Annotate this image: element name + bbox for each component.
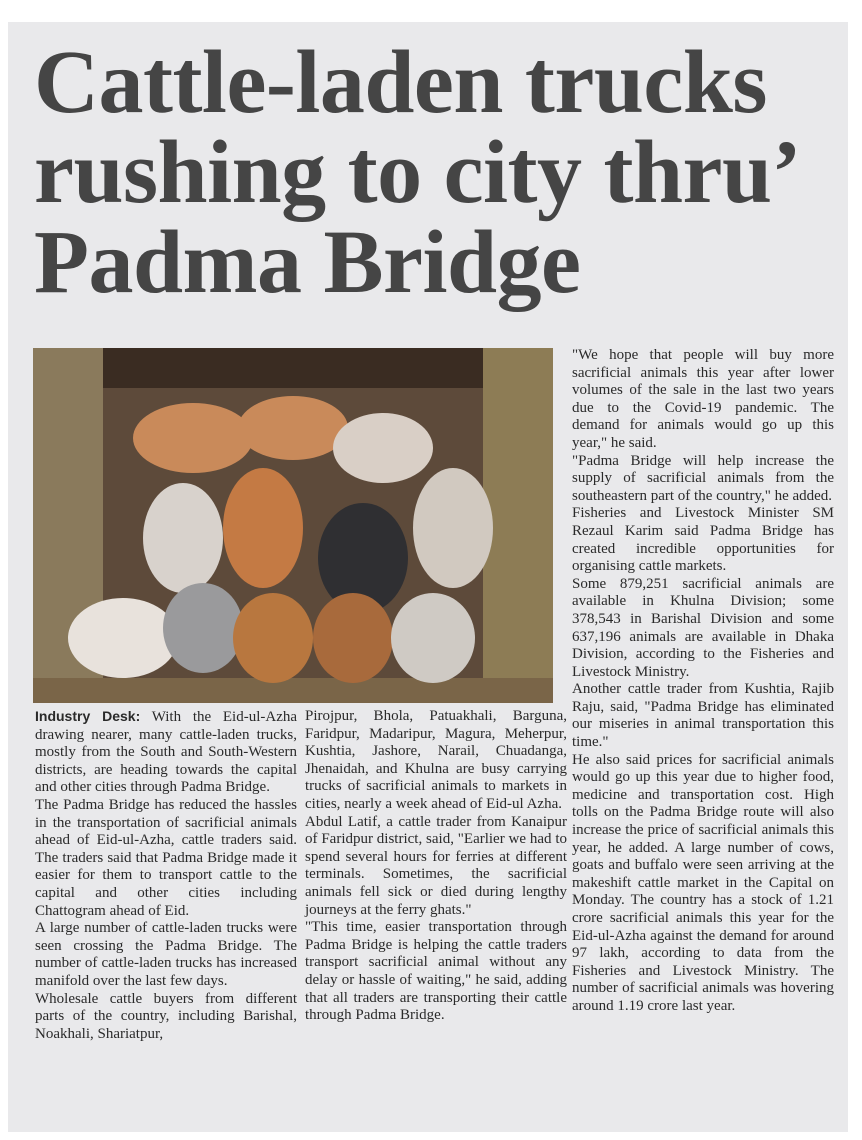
paragraph: Another cattle trader from Kushtia, Rajib Raju, said, "Padma Bridge has eliminated our miseries in animal transportation this time."	[572, 681, 834, 751]
headline-line: Cattle-laden trucks	[34, 33, 767, 132]
paragraph: Pirojpur, Bhola, Patuakhali, Barguna, Faridpur, Madaripur, Magura, Meherpur, Kushtia, Jashore, Narail, Chuadanga, Jhenaidah, and Khulna are busy carrying trucks of sacrificial animals to markets in cities, nearly a week ahead of Eid-ul Azha.	[305, 708, 567, 812]
paragraph	[35, 708, 297, 797]
article-column-2	[305, 708, 567, 1025]
headline-line: Padma Bridge	[34, 213, 581, 312]
article-column-3	[572, 347, 834, 1016]
paragraph: Wholesale cattle buyers from different parts of the country, including Barishal, Noakhali, Shariatpur,	[35, 990, 297, 1042]
paragraph: A large number of cattle-laden trucks were seen crossing the Padma Bridge. The number of cattle-laden trucks has increased manifold over the last few days.	[35, 920, 297, 989]
headline-line: rushing to city thru’	[34, 123, 802, 222]
byline: Industry Desk:	[35, 708, 141, 724]
paragraph: He also said prices for sacrificial animals would go up this year due to higher food, medicine and transportation cost. High tolls on the Padma Bridge route will also increase the price of sacrificial animals this year, he added. A large number of cows, goats and buffalo were seen arriving at the makeshift cattle market in the Capital on Monday. The country has a stock of 1.21 crore sacrificial animals this year for the Eid-ul-Azha against the demand for around 97 lakh, according to data from the Fisheries and Livestock Ministry. The number of sacrificial animals was hovering around 1.19 crore last year.	[572, 751, 834, 1014]
paragraph: The Padma Bridge has reduced the hassles in the transportation of sacrificial animals ahead of Eid-ul-Azha, cattle traders said. The traders said that Padma Bridge made it easier for them to transport cattle to the capital and other cities including Chattogram ahead of Eid.	[35, 796, 297, 919]
paragraph: "We hope that people will buy more sacrificial animals this year after lower volumes of the sale in the last two years due to the Covid-19 pandemic. The demand for animals would go up this year," he said.	[572, 347, 834, 451]
cattle-photo-illustration	[33, 348, 553, 703]
paragraph: "Padma Bridge will help increase the supply of sacrificial animals from the southeastern part of the country," he added.	[572, 452, 834, 504]
paragraph: "This time, easier transportation through Padma Bridge is helping the cattle traders transport sacrificial animal without any delay or hassle of waiting," he said, adding that all traders are transporting their cattle through Padma Bridge.	[305, 919, 567, 1024]
paragraph: Fisheries and Livestock Minister SM Rezaul Karim said Padma Bridge has created incredible opportunities for organising cattle markets.	[572, 505, 834, 575]
paragraph: Abdul Latif, a cattle trader from Kanaipur of Faridpur district, said, "Earlier we had to spend several hours for ferries at different terminals. Sometimes, the sacrificial animals fell sick or died during lengthy journeys at the ferry ghats."	[305, 813, 567, 918]
headline	[34, 33, 834, 312]
article-column-1	[35, 708, 297, 1043]
paragraph-text: With the Eid-ul-Azha drawing nearer, many cattle-laden trucks, mostly from the South and South-Western districts, are heading towards the capital and other cities through Padma Bridge.	[35, 709, 298, 796]
paragraph: Some 879,251 sacrificial animals are available in Khulna Division; some 378,543 in Barishal Division and some 637,196 animals are available in Dhaka Division, according to the Fisheries and Livestock Ministry.	[572, 575, 834, 680]
cattle-truck-photo	[33, 348, 553, 703]
